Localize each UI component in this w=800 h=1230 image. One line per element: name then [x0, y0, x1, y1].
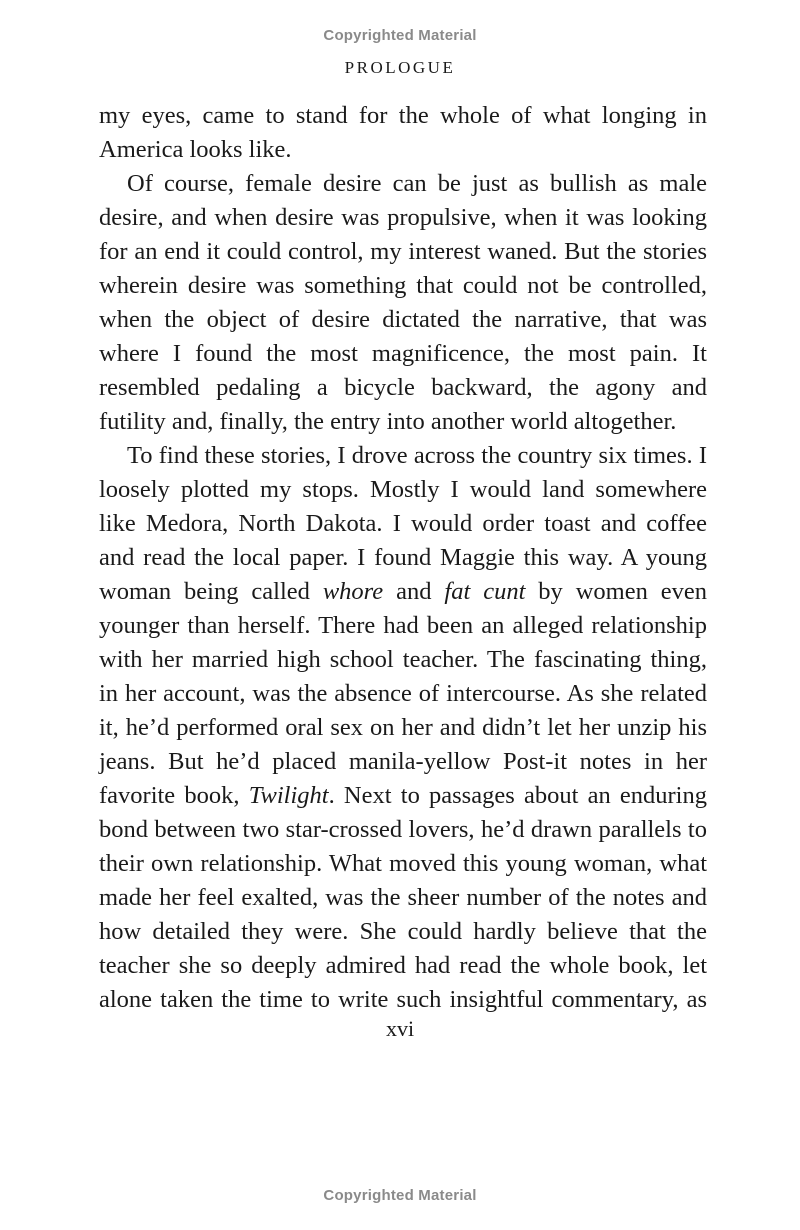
italic-word-whore: whore — [322, 578, 384, 605]
paragraph-1-text: my eyes, came to stand for the whole of what longing in America looks like. — [99, 102, 707, 163]
paragraph-1 — [99, 99, 707, 167]
page-number: xvi — [385, 1016, 415, 1041]
italic-book-title: Twilight — [248, 782, 329, 809]
italic-phrase: fat cunt — [444, 578, 526, 605]
copyright-watermark-bottom: Copyrighted Material — [323, 1187, 477, 1204]
paragraph-3-text-b: and — [383, 578, 445, 605]
paragraph-2-text: Of course, female desire can be just as bullish as male desire, and when desire was propulsive, when it was looking for an end it could control, my interest waned. But the stories wherein desire was something that could not be controlled, when the object of desire dictated the narrative, that was where I found the most magnificence, the most pain. It resembled pedaling a bicycle backward, the agony and futility and, finally, the entry into another world altogether. — [99, 170, 707, 435]
paragraph-3 — [99, 439, 707, 1017]
running-head: PROLOGUE — [344, 58, 456, 77]
body-text — [99, 99, 707, 1017]
paragraph-2 — [99, 167, 707, 439]
paragraph-3-text-d: . Next to passages about an enduring bond between two star-crossed lovers, he’d drawn parallels to their own relationship. What moved this young woman, what made her feel exalted, was the sheer number of the notes and how detailed they were. She could hardly believe that the teacher she so deeply admired had read the whole book, let alone taken the time to write such insightful commentary, as — [99, 782, 707, 1013]
copyright-watermark-top: Copyrighted Material — [323, 27, 477, 44]
paragraph-3-text-a: To find these stories, I drove across the country six times. I loosely plotted my stops. Mostly I would land somewhere like Medora, North Dakota. I would order toast and coffee and read the local paper. I found Maggie this way. A young woman being called — [99, 442, 707, 605]
paragraph-3-text-c: by women even younger than herself. There had been an alleged relationship with her married high school teacher. The fascinating thing, in her account, was the absence of intercourse. As she related it, he’d performed oral sex on her and didn’t let her unzip his jeans. But he’d placed manila-yellow Post-it notes in her favorite book, — [99, 578, 708, 809]
